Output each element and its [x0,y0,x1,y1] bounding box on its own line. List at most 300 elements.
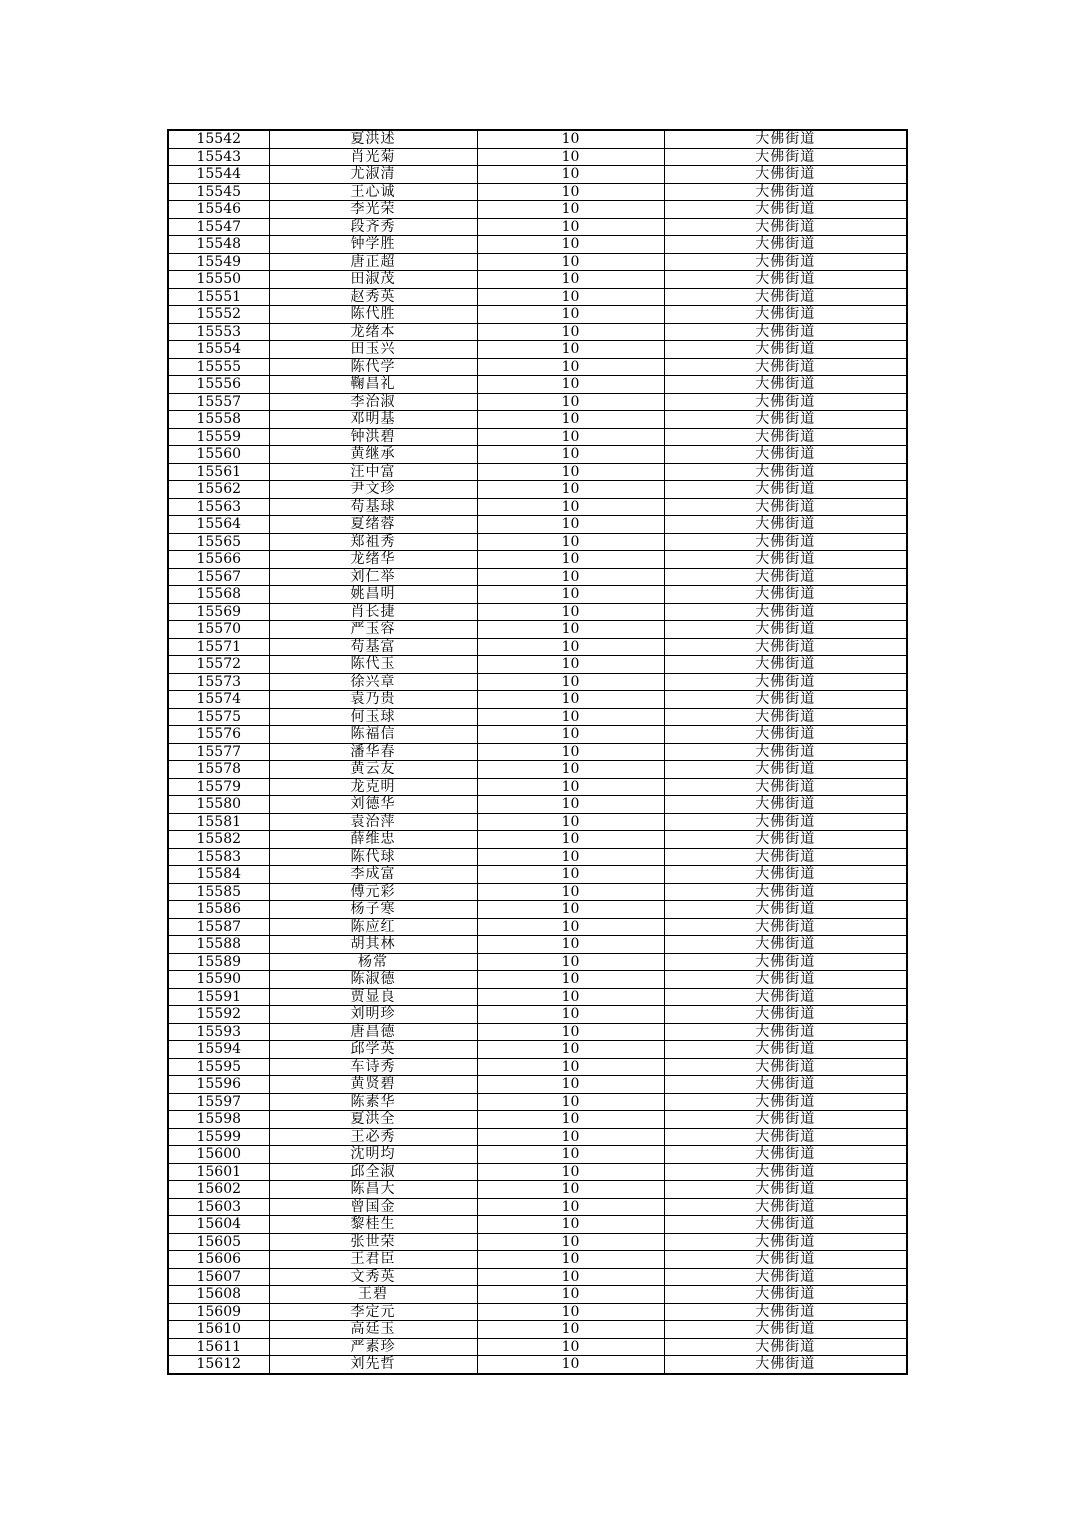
serial-number-cell: 15570 [168,621,269,639]
street-cell: 大佛街道 [664,1128,907,1146]
street-cell: 大佛街道 [664,446,907,464]
name-cell: 夏洪述 [269,130,477,148]
name-cell: 唐正超 [269,253,477,271]
table-row [168,1181,907,1199]
table-row [168,498,907,516]
street-cell: 大佛街道 [664,831,907,849]
name-cell: 陈素华 [269,1093,477,1111]
table-row [168,218,907,236]
name-cell: 袁乃贵 [269,691,477,709]
table-row [168,1093,907,1111]
table-row [168,148,907,166]
roster-table-body [168,130,907,1374]
table-row [168,253,907,271]
amount-cell: 10 [477,341,664,359]
serial-number-cell: 15591 [168,988,269,1006]
amount-cell: 10 [477,656,664,674]
serial-number-cell: 15564 [168,516,269,534]
serial-number-cell: 15611 [168,1338,269,1356]
street-cell: 大佛街道 [664,726,907,744]
street-cell: 大佛街道 [664,271,907,289]
table-row [168,1006,907,1024]
amount-cell: 10 [477,971,664,989]
serial-number-cell: 15592 [168,1006,269,1024]
amount-cell: 10 [477,1006,664,1024]
table-row [168,778,907,796]
street-cell: 大佛街道 [664,813,907,831]
serial-number-cell: 15610 [168,1321,269,1339]
street-cell: 大佛街道 [664,743,907,761]
street-cell: 大佛街道 [664,1058,907,1076]
table-row [168,1198,907,1216]
street-cell: 大佛街道 [664,288,907,306]
table-row [168,1233,907,1251]
street-cell: 大佛街道 [664,498,907,516]
street-cell: 大佛街道 [664,376,907,394]
amount-cell: 10 [477,306,664,324]
amount-cell: 10 [477,1251,664,1269]
street-cell: 大佛街道 [664,1338,907,1356]
name-cell: 何玉球 [269,708,477,726]
table-row [168,1321,907,1339]
amount-cell: 10 [477,568,664,586]
name-cell: 李治淑 [269,393,477,411]
street-cell: 大佛街道 [664,411,907,429]
serial-number-cell: 15593 [168,1023,269,1041]
name-cell: 尤淑清 [269,166,477,184]
serial-number-cell: 15572 [168,656,269,674]
table-row [168,691,907,709]
street-cell: 大佛街道 [664,848,907,866]
name-cell: 夏洪全 [269,1111,477,1129]
name-cell: 苟基球 [269,498,477,516]
serial-number-cell: 15557 [168,393,269,411]
name-cell: 张世荣 [269,1233,477,1251]
name-cell: 黄贤碧 [269,1076,477,1094]
street-cell: 大佛街道 [664,971,907,989]
serial-number-cell: 15605 [168,1233,269,1251]
name-cell: 黄云友 [269,761,477,779]
name-cell: 刘明珍 [269,1006,477,1024]
name-cell: 潘华春 [269,743,477,761]
amount-cell: 10 [477,936,664,954]
amount-cell: 10 [477,1146,664,1164]
street-cell: 大佛街道 [664,656,907,674]
street-cell: 大佛街道 [664,883,907,901]
table-row [168,796,907,814]
serial-number-cell: 15582 [168,831,269,849]
serial-number-cell: 15574 [168,691,269,709]
name-cell: 田玉兴 [269,341,477,359]
roster-table [167,129,908,1375]
serial-number-cell: 15556 [168,376,269,394]
serial-number-cell: 15581 [168,813,269,831]
serial-number-cell: 15596 [168,1076,269,1094]
table-row [168,621,907,639]
serial-number-cell: 15585 [168,883,269,901]
name-cell: 龙绪华 [269,551,477,569]
street-cell: 大佛街道 [664,1006,907,1024]
serial-number-cell: 15555 [168,358,269,376]
serial-number-cell: 15554 [168,341,269,359]
serial-number-cell: 15543 [168,148,269,166]
table-row [168,288,907,306]
name-cell: 王心诚 [269,183,477,201]
street-cell: 大佛街道 [664,481,907,499]
name-cell: 田淑茂 [269,271,477,289]
serial-number-cell: 15549 [168,253,269,271]
name-cell: 陈代胜 [269,306,477,324]
table-row [168,271,907,289]
amount-cell: 10 [477,883,664,901]
street-cell: 大佛街道 [664,516,907,534]
table-row [168,743,907,761]
street-cell: 大佛街道 [664,761,907,779]
street-cell: 大佛街道 [664,936,907,954]
street-cell: 大佛街道 [664,1268,907,1286]
table-row [168,481,907,499]
street-cell: 大佛街道 [664,901,907,919]
table-row [168,848,907,866]
name-cell: 陈昌大 [269,1181,477,1199]
table-row [168,866,907,884]
table-row [168,393,907,411]
amount-cell: 10 [477,1303,664,1321]
street-cell: 大佛街道 [664,1146,907,1164]
amount-cell: 10 [477,1198,664,1216]
serial-number-cell: 15562 [168,481,269,499]
street-cell: 大佛街道 [664,778,907,796]
amount-cell: 10 [477,708,664,726]
street-cell: 大佛街道 [664,341,907,359]
name-cell: 杨常 [269,953,477,971]
table-row [168,1146,907,1164]
name-cell: 严素珍 [269,1338,477,1356]
serial-number-cell: 15561 [168,463,269,481]
name-cell: 高廷玉 [269,1321,477,1339]
table-row [168,428,907,446]
name-cell: 段齐秀 [269,218,477,236]
street-cell: 大佛街道 [664,1093,907,1111]
serial-number-cell: 15569 [168,603,269,621]
amount-cell: 10 [477,166,664,184]
serial-number-cell: 15580 [168,796,269,814]
serial-number-cell: 15609 [168,1303,269,1321]
amount-cell: 10 [477,236,664,254]
name-cell: 曾国金 [269,1198,477,1216]
amount-cell: 10 [477,218,664,236]
amount-cell: 10 [477,428,664,446]
name-cell: 钟学胜 [269,236,477,254]
amount-cell: 10 [477,411,664,429]
street-cell: 大佛街道 [664,148,907,166]
amount-cell: 10 [477,603,664,621]
serial-number-cell: 15599 [168,1128,269,1146]
table-row [168,358,907,376]
table-row [168,1356,907,1374]
name-cell: 刘仁举 [269,568,477,586]
table-row [168,183,907,201]
table-row [168,638,907,656]
amount-cell: 10 [477,673,664,691]
serial-number-cell: 15560 [168,446,269,464]
amount-cell: 10 [477,271,664,289]
street-cell: 大佛街道 [664,1111,907,1129]
serial-number-cell: 15588 [168,936,269,954]
name-cell: 赵秀英 [269,288,477,306]
street-cell: 大佛街道 [664,130,907,148]
table-row [168,918,907,936]
amount-cell: 10 [477,743,664,761]
serial-number-cell: 15601 [168,1163,269,1181]
serial-number-cell: 15552 [168,306,269,324]
street-cell: 大佛街道 [664,201,907,219]
serial-number-cell: 15608 [168,1286,269,1304]
name-cell: 陈代学 [269,358,477,376]
table-row [168,1041,907,1059]
amount-cell: 10 [477,253,664,271]
table-row [168,1111,907,1129]
name-cell: 王君臣 [269,1251,477,1269]
amount-cell: 10 [477,358,664,376]
serial-number-cell: 15589 [168,953,269,971]
amount-cell: 10 [477,848,664,866]
street-cell: 大佛街道 [664,1356,907,1374]
street-cell: 大佛街道 [664,691,907,709]
serial-number-cell: 15612 [168,1356,269,1374]
table-row [168,551,907,569]
serial-number-cell: 15600 [168,1146,269,1164]
amount-cell: 10 [477,831,664,849]
amount-cell: 10 [477,726,664,744]
name-cell: 鞠昌礼 [269,376,477,394]
name-cell: 刘先哲 [269,1356,477,1374]
amount-cell: 10 [477,1181,664,1199]
table-row [168,376,907,394]
street-cell: 大佛街道 [664,253,907,271]
street-cell: 大佛街道 [664,1041,907,1059]
name-cell: 薛维忠 [269,831,477,849]
amount-cell: 10 [477,1076,664,1094]
table-row [168,201,907,219]
amount-cell: 10 [477,1286,664,1304]
serial-number-cell: 15573 [168,673,269,691]
table-row [168,1128,907,1146]
table-row [168,901,907,919]
street-cell: 大佛街道 [664,1198,907,1216]
serial-number-cell: 15542 [168,130,269,148]
amount-cell: 10 [477,1041,664,1059]
name-cell: 夏绪蓉 [269,516,477,534]
amount-cell: 10 [477,691,664,709]
amount-cell: 10 [477,1321,664,1339]
name-cell: 唐昌德 [269,1023,477,1041]
name-cell: 李光荣 [269,201,477,219]
street-cell: 大佛街道 [664,1216,907,1234]
serial-number-cell: 15559 [168,428,269,446]
serial-number-cell: 15546 [168,201,269,219]
amount-cell: 10 [477,866,664,884]
amount-cell: 10 [477,1058,664,1076]
table-row [168,1338,907,1356]
table-row [168,883,907,901]
street-cell: 大佛街道 [664,166,907,184]
name-cell: 王必秀 [269,1128,477,1146]
serial-number-cell: 15586 [168,901,269,919]
street-cell: 大佛街道 [664,1181,907,1199]
serial-number-cell: 15578 [168,761,269,779]
serial-number-cell: 15587 [168,918,269,936]
amount-cell: 10 [477,953,664,971]
table-row [168,236,907,254]
name-cell: 徐兴章 [269,673,477,691]
name-cell: 尹文珍 [269,481,477,499]
amount-cell: 10 [477,621,664,639]
street-cell: 大佛街道 [664,1076,907,1094]
street-cell: 大佛街道 [664,621,907,639]
serial-number-cell: 15575 [168,708,269,726]
amount-cell: 10 [477,1356,664,1374]
table-row [168,971,907,989]
amount-cell: 10 [477,551,664,569]
amount-cell: 10 [477,481,664,499]
table-row [168,936,907,954]
serial-number-cell: 15595 [168,1058,269,1076]
table-row [168,831,907,849]
table-row [168,516,907,534]
serial-number-cell: 15579 [168,778,269,796]
amount-cell: 10 [477,498,664,516]
amount-cell: 10 [477,516,664,534]
street-cell: 大佛街道 [664,306,907,324]
street-cell: 大佛街道 [664,1023,907,1041]
table-row [168,603,907,621]
table-row [168,130,907,148]
roster-sheet [167,129,906,1375]
table-row [168,1076,907,1094]
amount-cell: 10 [477,1128,664,1146]
amount-cell: 10 [477,901,664,919]
amount-cell: 10 [477,288,664,306]
street-cell: 大佛街道 [664,603,907,621]
amount-cell: 10 [477,813,664,831]
amount-cell: 10 [477,463,664,481]
street-cell: 大佛街道 [664,586,907,604]
table-row [168,673,907,691]
street-cell: 大佛街道 [664,866,907,884]
amount-cell: 10 [477,988,664,1006]
name-cell: 邓明基 [269,411,477,429]
serial-number-cell: 15558 [168,411,269,429]
amount-cell: 10 [477,201,664,219]
amount-cell: 10 [477,1023,664,1041]
amount-cell: 10 [477,446,664,464]
amount-cell: 10 [477,533,664,551]
name-cell: 车诗秀 [269,1058,477,1076]
amount-cell: 10 [477,586,664,604]
name-cell: 龙克明 [269,778,477,796]
name-cell: 文秀英 [269,1268,477,1286]
serial-number-cell: 15544 [168,166,269,184]
serial-number-cell: 15550 [168,271,269,289]
street-cell: 大佛街道 [664,551,907,569]
serial-number-cell: 15568 [168,586,269,604]
table-row [168,761,907,779]
amount-cell: 10 [477,778,664,796]
street-cell: 大佛街道 [664,568,907,586]
table-row [168,1268,907,1286]
street-cell: 大佛街道 [664,1233,907,1251]
name-cell: 胡其林 [269,936,477,954]
street-cell: 大佛街道 [664,708,907,726]
amount-cell: 10 [477,1111,664,1129]
serial-number-cell: 15548 [168,236,269,254]
serial-number-cell: 15594 [168,1041,269,1059]
amount-cell: 10 [477,183,664,201]
name-cell: 陈应红 [269,918,477,936]
name-cell: 刘德华 [269,796,477,814]
serial-number-cell: 15577 [168,743,269,761]
table-row [168,1163,907,1181]
amount-cell: 10 [477,376,664,394]
street-cell: 大佛街道 [664,463,907,481]
street-cell: 大佛街道 [664,183,907,201]
table-row [168,533,907,551]
name-cell: 黄继承 [269,446,477,464]
street-cell: 大佛街道 [664,1163,907,1181]
name-cell: 黎桂生 [269,1216,477,1234]
name-cell: 邱学英 [269,1041,477,1059]
serial-number-cell: 15583 [168,848,269,866]
amount-cell: 10 [477,1338,664,1356]
street-cell: 大佛街道 [664,673,907,691]
name-cell: 肖长捷 [269,603,477,621]
serial-number-cell: 15607 [168,1268,269,1286]
amount-cell: 10 [477,918,664,936]
amount-cell: 10 [477,796,664,814]
table-row [168,708,907,726]
serial-number-cell: 15551 [168,288,269,306]
serial-number-cell: 15602 [168,1181,269,1199]
street-cell: 大佛街道 [664,1286,907,1304]
serial-number-cell: 15553 [168,323,269,341]
table-row [168,463,907,481]
serial-number-cell: 15571 [168,638,269,656]
street-cell: 大佛街道 [664,218,907,236]
table-row [168,988,907,1006]
street-cell: 大佛街道 [664,638,907,656]
name-cell: 陈代球 [269,848,477,866]
amount-cell: 10 [477,148,664,166]
table-row [168,1303,907,1321]
table-row [168,446,907,464]
table-row [168,1251,907,1269]
serial-number-cell: 15547 [168,218,269,236]
street-cell: 大佛街道 [664,988,907,1006]
amount-cell: 10 [477,1233,664,1251]
street-cell: 大佛街道 [664,1303,907,1321]
table-row [168,1286,907,1304]
serial-number-cell: 15567 [168,568,269,586]
street-cell: 大佛街道 [664,358,907,376]
name-cell: 龙绪本 [269,323,477,341]
street-cell: 大佛街道 [664,1251,907,1269]
name-cell: 钟洪碧 [269,428,477,446]
name-cell: 陈淑德 [269,971,477,989]
serial-number-cell: 15565 [168,533,269,551]
amount-cell: 10 [477,638,664,656]
table-row [168,166,907,184]
